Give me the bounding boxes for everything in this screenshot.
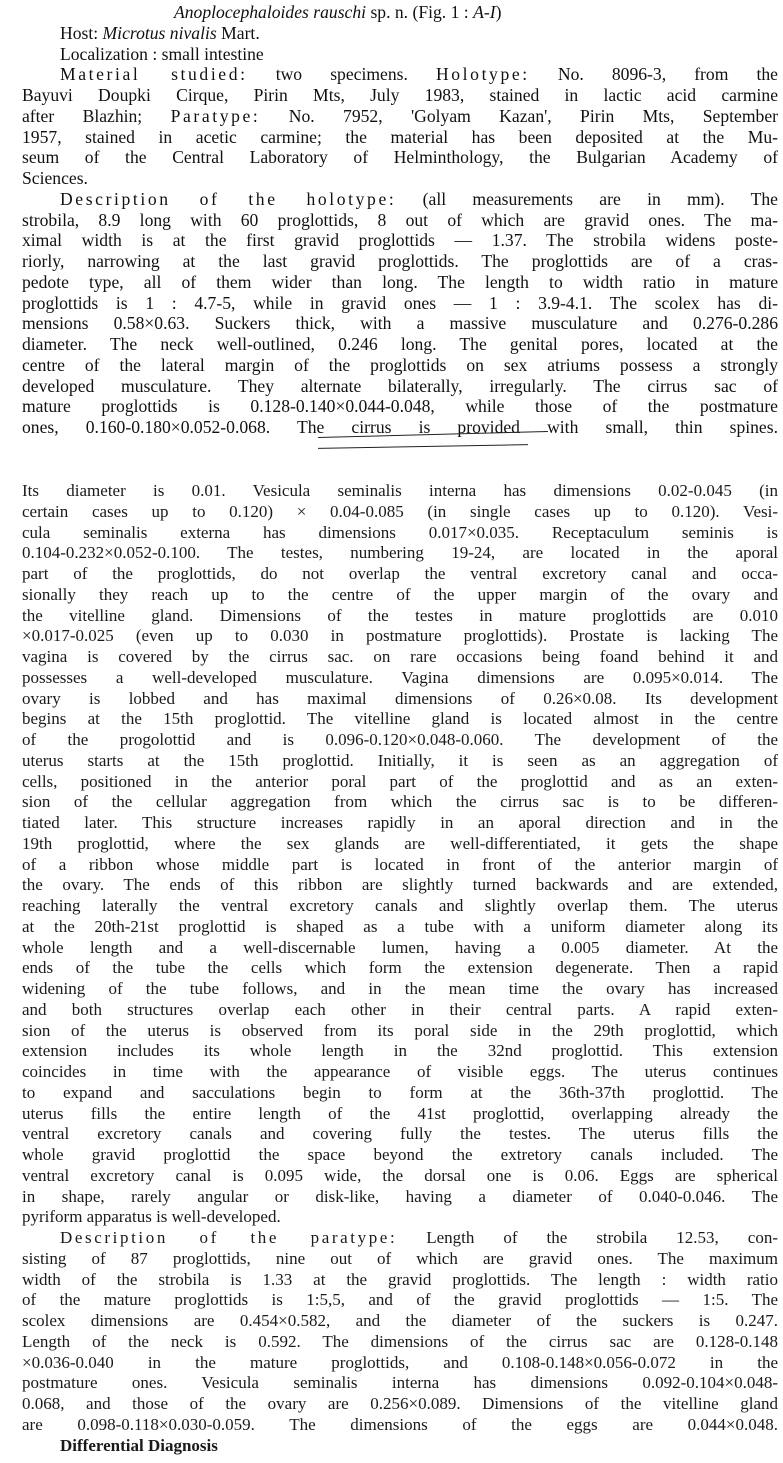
text-segment: centre of the lateral margin of the proglottids on sex atriums possess a strongly xyxy=(22,354,778,375)
text-line: Its diameter is 0.01. Vesicula seminalis interna has dimensions 0.02-0.045 (in xyxy=(22,481,778,500)
text-line: coincides in time with the appearance of visible eggs. The uterus continues xyxy=(22,1062,778,1081)
spaced-heading: Paratype: xyxy=(170,105,261,126)
text-line: whole length and a well-discernable lumen, having a 0.005 diameter. At the xyxy=(22,937,778,957)
text-line: postmature ones. Vesicula seminalis interna has dimensions 0.092-0.104×0.048- xyxy=(22,1373,778,1393)
text-line xyxy=(22,396,778,417)
text-line: at the 20th-21st proglottid is shaped as a tube with a uniform diameter along its xyxy=(22,916,778,936)
text-line: begins at the 15th proglottid. The vitelline gland is located almost in the centre xyxy=(22,709,778,729)
text-line xyxy=(22,313,778,334)
text-segment: ) xyxy=(495,2,502,22)
text-line: widening of the tube follows, and in the mean time the ovary has increased xyxy=(22,979,778,998)
text-line: cells, positioned in the anterior poral part of the proglottid and as an exten- xyxy=(22,771,778,791)
text-line: of the mature proglottids is 1:5,5, and of the gravid proglottids — 1:5. The xyxy=(22,1290,778,1310)
text-line: extension includes its whole length in the 32nd proglottid. This extension xyxy=(22,1041,778,1061)
text-line xyxy=(22,293,778,314)
text-line: Length of the neck is 0.592. The dimensions of the cirrus sac are 0.128-0.148 xyxy=(22,1331,778,1351)
text-segment: No. 8096-3, from the xyxy=(529,64,778,85)
italic-term: Microtus nivalis xyxy=(102,22,217,43)
text-line xyxy=(22,106,778,127)
text-segment: Localization : small intestine xyxy=(60,43,264,64)
text-line xyxy=(22,44,778,65)
species-description-continued xyxy=(22,481,778,1455)
text-line: are 0.098-0.118×0.030-0.059. The dimensions of the eggs are 0.044×0.048. xyxy=(22,1414,778,1434)
text-line xyxy=(22,210,778,231)
text-line: width of the strobila is 1.33 at the gravid proglottids. The length : width ratio xyxy=(22,1269,778,1289)
text-segment: seum of the Central Laboratory of Helminthology, the Bulgarian Academy of xyxy=(22,147,778,168)
spaced-heading: Description of the paratype: xyxy=(60,1228,398,1247)
text-line xyxy=(22,85,778,106)
text-segment: riorly, narrowing at the last gravid proglottids. The proglottids are of a cras- xyxy=(22,251,778,271)
text-segment: No. 7952, 'Golyam Kazan', Pirin Mts, September xyxy=(260,105,778,126)
text-line: to expand and sacculations begin to form at the 36th-37th proglottid. The xyxy=(22,1082,778,1102)
text-segment: 1957, stained in acetic carmine; the material has been deposited at the Mu- xyxy=(22,126,778,147)
text-line: certain cases up to 0.120) × 0.04-0.085 (in single cases up to 0.120). Vesi- xyxy=(22,501,778,521)
spaced-heading: Material studied: xyxy=(60,64,248,85)
text-line: the ovary. The ends of this ribbon are slightly turned backwards and are extended, xyxy=(22,875,778,895)
italic-term: Anoplocephaloides rauschi xyxy=(174,2,367,22)
text-line: sisting of 87 proglottids, nine out of which are gravid ones. The maximum xyxy=(22,1248,778,1268)
text-segment: sp. n. (Fig. 1 : xyxy=(366,2,474,22)
text-line: possesses a well-developed musculature. Vagina dimensions are 0.095×0.014. The xyxy=(22,667,778,687)
text-segment: Host: xyxy=(60,22,103,43)
text-line xyxy=(22,272,778,293)
text-line: sion of the cellular aggregation from which the cirrus sac is to be differen- xyxy=(22,792,778,812)
text-line xyxy=(22,376,778,397)
text-line xyxy=(22,64,778,85)
text-line: ends of the tube the cells which form the extension degenerate. Then a rapid xyxy=(22,958,778,978)
text-segment: Length of the strobila 12.53, con- xyxy=(397,1228,778,1247)
text-line xyxy=(22,334,778,355)
text-line xyxy=(22,251,778,272)
text-line xyxy=(22,147,778,168)
text-line: scolex dimensions are 0.454×0.582, and the diameter of the suckers is 0.247. xyxy=(22,1311,778,1330)
text-line: uterus fills the entire length of the 41st proglottid, overlapping already the xyxy=(22,1103,778,1123)
handwritten-strike xyxy=(318,444,528,449)
text-segment: two specimens. xyxy=(247,64,436,85)
text-segment: pedote type, all of them wider than long. The length to width ratio in mature xyxy=(22,271,778,292)
text-line: ovary is lobbed and has maximal dimensions of 0.26×0.08. Its development xyxy=(22,688,778,708)
text-line xyxy=(22,1228,778,1249)
text-segment: ones, 0.160-0.180×0.052-0.068. The cirrus is provided with small, thin spines. xyxy=(22,417,778,437)
text-line: tiated later. This structure increases rapidly in an aporal direction and in the xyxy=(22,813,778,832)
spaced-heading: Description of the holotype: xyxy=(60,188,397,209)
text-segment: mature proglottids is 0.128-0.140×0.044-0.048, while those of the postmature xyxy=(22,396,778,417)
text-line: the vitelline gland. Dimensions of the testes in mature proglottids are 0.010 xyxy=(22,605,778,625)
text-line xyxy=(22,189,778,210)
text-line: ×0.036-0.040 in the mature proglottids, and 0.108-0.148×0.056-0.072 in the xyxy=(22,1352,778,1372)
text-line: reaching laterally the ventral excretory canals and slightly overlap them. The uterus xyxy=(22,896,778,915)
text-line: part of the proglottids, do not overlap the ventral excretory canal and occa- xyxy=(22,564,778,583)
text-segment: ximal width is at the first gravid proglottids — 1.37. The strobila widens poste- xyxy=(22,230,778,251)
spaced-heading: Holotype: xyxy=(435,64,530,85)
italic-term: A-I xyxy=(473,2,496,22)
text-line xyxy=(22,127,778,148)
text-line: and both structures overlap each other in their central parts. A rapid exten- xyxy=(22,999,778,1019)
text-segment: after Blazhin; xyxy=(22,105,171,126)
text-line xyxy=(22,355,778,376)
cut-off-heading: Differential Diagnosis xyxy=(60,1435,218,1455)
text-line xyxy=(22,23,778,44)
text-segment: Sciences. xyxy=(22,168,88,188)
text-segment: Bayuvi Doupki Cirque, Pirin Mts, July 1983, stained in lactic acid carmine xyxy=(22,85,778,105)
text-line: 0.068, and those of the ovary are 0.256×0.089. Dimensions of the vitelline gland xyxy=(22,1394,778,1413)
text-segment: proglottids is 1 : 4.7-5, while in gravid ones — 1 : 3.9-4.1. The scolex has di- xyxy=(22,292,778,313)
text-line: whole gravid proglottid the space beyond the extretory canals included. The xyxy=(22,1145,778,1164)
text-line xyxy=(22,168,778,189)
text-line: 0.104-0.232×0.052-0.100. The testes, numbering 19-24, are located in the aporal xyxy=(22,543,778,563)
text-line: vagina is covered by the cirrus sac. on rare occasions being foand behind it and xyxy=(22,647,778,666)
text-line: of the progolottid and is 0.096-0.120×0.048-0.060. The development of the xyxy=(22,730,778,749)
text-segment: strobila, 8.9 long with 60 proglottids, 8 out of which are gravid ones. The ma- xyxy=(22,209,778,230)
text-segment: (all measurements are in mm). The xyxy=(396,188,778,209)
text-line: uterus starts at the 15th proglottid. Initially, it is seen as an aggregation of xyxy=(22,750,778,770)
text-line: ×0.017-0.025 (even up to 0.030 in postmature proglottids). Prostate is lacking The xyxy=(22,626,778,646)
text-segment: Mart. xyxy=(216,22,260,43)
text-line: 19th proglottid, where the sex glands are well-differentiated, it gets the shape xyxy=(22,833,778,853)
text-line: sion of the uterus is observed from its poral side in the 29th proglottid, which xyxy=(22,1020,778,1040)
text-line: in shape, rarely angular or disk-like, having a diameter of 0.040-0.046. The xyxy=(22,1186,778,1206)
text-segment: diameter. The neck well-outlined, 0.246 long. The genital pores, located at the xyxy=(22,334,778,354)
text-line: pyriform apparatus is well-developed. xyxy=(22,1207,281,1227)
text-line: sionally they reach up to the centre of the upper margin of the ovary and xyxy=(22,584,778,604)
species-description-top xyxy=(22,2,778,438)
text-line: of a ribbon whose middle part is located in front of the anterior margin of xyxy=(22,854,778,874)
text-segment: mensions 0.58×0.63. Suckers thick, with a massive musculature and 0.276-0.286 xyxy=(22,313,778,334)
text-line xyxy=(22,230,778,251)
text-line: cula seminalis externa has dimensions 0.017×0.035. Receptaculum seminis is xyxy=(22,522,778,542)
text-line: ventral excretory canals and covering fully the testes. The uterus fills the xyxy=(22,1124,778,1144)
text-segment: developed musculature. They alternate bilaterally, irregularly. The cirrus sac of xyxy=(22,375,778,396)
section-title xyxy=(22,2,778,23)
text-line: ventral excretory canal is 0.095 wide, the dorsal one is 0.06. Eggs are spherical xyxy=(22,1165,778,1185)
